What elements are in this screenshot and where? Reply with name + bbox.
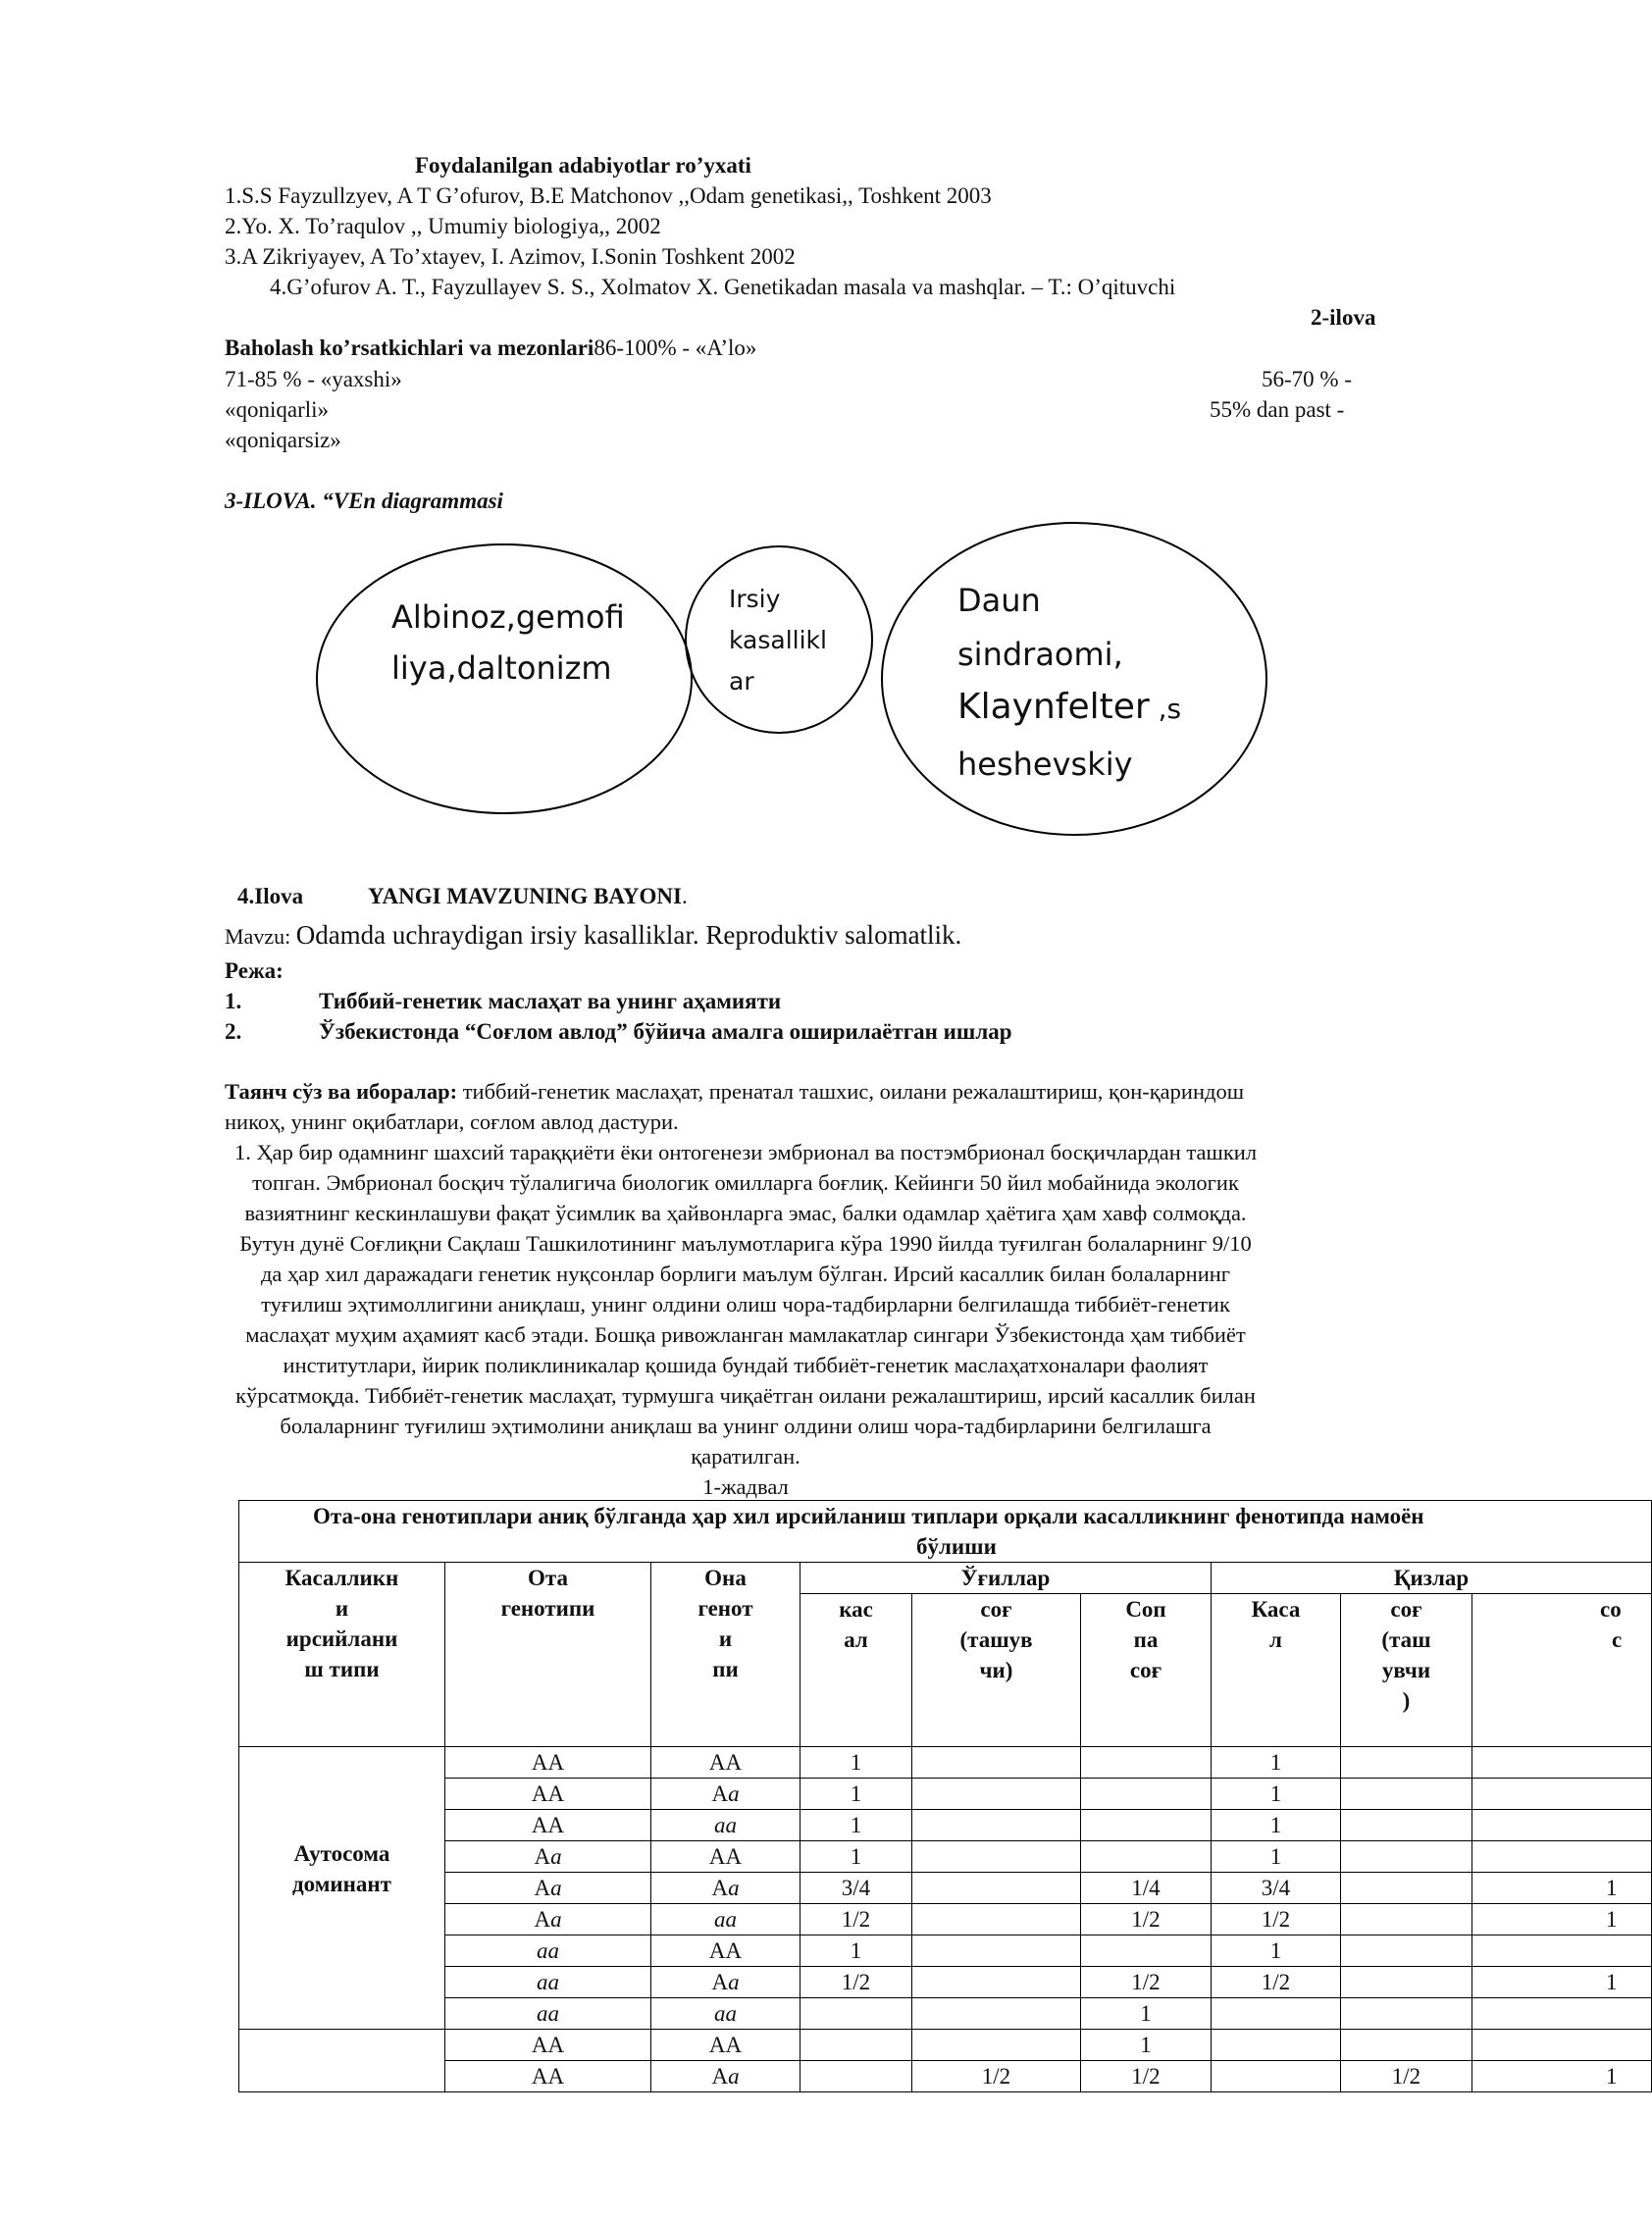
- cell-daughters-sick: 1: [1212, 1841, 1341, 1873]
- paragraph-line-3: вазиятнинг кескинлашуви фақат ўсимлик ва ҳайвонларга эмас, балки одамлар ҳаётига ҳам хавф солмоқда.: [244, 1201, 1247, 1225]
- cell-sons-carrier: [912, 1935, 1081, 1967]
- cell-mother: AA: [651, 1841, 800, 1873]
- cell-sons-sick: [800, 1998, 912, 2030]
- table-title-cell: [239, 1501, 1652, 1563]
- cell-daughters-healthy: [1472, 2030, 1652, 2061]
- header-daughters: Қизлар: [1212, 1563, 1652, 1594]
- cell-sons-healthy: 1: [1081, 2030, 1212, 2061]
- cell-father: aa: [445, 1998, 651, 2030]
- paragraph-line-10: болаларнинг туғилиш эҳтимолини аниқлаш ва унинг олдини олиш чора-тадбирларини белгилашга: [280, 1414, 1212, 1438]
- cell-father: aa: [445, 1935, 651, 1967]
- topic-line: [225, 922, 961, 949]
- cell-mother: aa: [651, 1904, 800, 1935]
- cell-mother: AA: [651, 1747, 800, 1779]
- criteria-title: Baholash ko’rsatkichlari va mezonlari: [225, 335, 594, 360]
- cell-father: AA: [445, 2030, 651, 2061]
- plan-item-2-text: Ўзбекистонда “Соғлом авлод” бўйича амалга оширилаётган ишлар: [319, 1019, 1012, 1044]
- cell-sons-sick: 1: [800, 1779, 912, 1810]
- appendix3-title: 3-ILOVA. “VEn diagrammasi: [225, 489, 503, 513]
- header-inheritance-type: Касалликн и ирсийлани ш типи: [239, 1563, 445, 1747]
- cell-mother: Aa: [651, 1779, 800, 1810]
- cell-sons-healthy: 1/4: [1081, 1873, 1212, 1904]
- group-next: [239, 2030, 445, 2092]
- keywords-label: Таянч сўз ва иборалар:: [225, 1079, 458, 1104]
- cell-sons-carrier: 1/2: [912, 2061, 1081, 2092]
- cell-sons-sick: 3/4: [800, 1873, 912, 1904]
- cell-sons-sick: [800, 2061, 912, 2092]
- cell-daughters-carrier: [1341, 1747, 1472, 1779]
- table-row: [239, 1967, 1652, 1998]
- reference-3: 3.A Zikriyayev, A To’xtayev, I. Azimov, I.Sonin Toshkent 2002: [225, 244, 796, 269]
- table-body: [239, 1747, 1652, 2092]
- cell-father: AA: [445, 2061, 651, 2092]
- venn-right-line4: heshevskiy: [957, 746, 1133, 783]
- table-row: [239, 1841, 1652, 1873]
- venn-right-big: Klaynfelter: [957, 687, 1150, 727]
- plan-item-1-text: Тиббий-генетик маслаҳат ва унинг аҳамияти: [319, 989, 782, 1013]
- cell-sons-healthy: [1081, 1747, 1212, 1779]
- table-row: [239, 1873, 1652, 1904]
- venn-right-circle: [882, 523, 1266, 835]
- cell-mother: AA: [651, 1935, 800, 1967]
- keywords-text-1: тиббий-генетик маслаҳат, пренатал ташхис, оилани режалаштириш, қон-қариндош: [457, 1079, 1245, 1104]
- cell-daughters-healthy: [1472, 1841, 1652, 1873]
- paragraph-line-5: да ҳар хил даражадаги генетик нуқсонлар борлиги маълум бўлган. Ирсий касаллик билан болаларнинг: [260, 1262, 1231, 1286]
- cell-sons-sick: 1/2: [800, 1904, 912, 1935]
- header-daughters-sick: Каса л: [1212, 1594, 1341, 1747]
- cell-sons-healthy: 1/2: [1081, 1967, 1212, 1998]
- header-father-genotype: Ота генотипи: [445, 1563, 651, 1747]
- venn-center-line2: kasallikl: [729, 626, 827, 654]
- paragraph-line-8: институтлари, йирик поликлиникалар қошида бундай тиббиёт-генетик маслаҳатхоналари фаолият: [283, 1353, 1209, 1377]
- cell-daughters-carrier: [1341, 1998, 1472, 2030]
- cell-mother: Aa: [651, 2061, 800, 2092]
- table-row: [239, 1904, 1652, 1935]
- venn-left-line1: Albinoz,gemofi: [391, 598, 625, 636]
- cell-sons-sick: [800, 2030, 912, 2061]
- cell-father: AA: [445, 1779, 651, 1810]
- cell-mother: Aa: [651, 1967, 800, 1998]
- paragraph-line-2: топган. Эмбрионал босқич тўлалигича биологик омилларга боғлиқ. Кейинги 50 йил мобайнида экологик: [252, 1170, 1239, 1195]
- cell-daughters-healthy: 1: [1472, 1873, 1652, 1904]
- venn-right-line3: [957, 687, 1181, 727]
- venn-left-line2: liya,daltonizm: [391, 649, 612, 687]
- cell-daughters-carrier: [1341, 1779, 1472, 1810]
- cell-daughters-sick: 3/4: [1212, 1873, 1341, 1904]
- appendix4-number: 4.Ilova: [237, 884, 304, 908]
- cell-father: AA: [445, 1747, 651, 1779]
- venn-center-line3: ar: [729, 667, 754, 696]
- cell-sons-sick: 1/2: [800, 1967, 912, 1998]
- paragraph-line-1: 1. Ҳар бир одамнинг шахсий тараққиёти ёки онтогенези эмбрионал ва постэмбрионал босқичлардан ташкил: [233, 1140, 1258, 1164]
- cell-father: Aa: [445, 1904, 651, 1935]
- cell-sons-sick: 1: [800, 1747, 912, 1779]
- cell-sons-healthy: 1: [1081, 1998, 1212, 2030]
- table-caption: 1-жадвал: [702, 1474, 789, 1499]
- cell-daughters-carrier: [1341, 1873, 1472, 1904]
- cell-mother: aa: [651, 1810, 800, 1841]
- cell-daughters-sick: 1: [1212, 1747, 1341, 1779]
- header-sons: Ўғиллар: [800, 1563, 1212, 1594]
- plan-item-2-num: 2.: [225, 1019, 242, 1044]
- venn-right-small: ,s: [1149, 693, 1182, 725]
- venn-right-line1: Daun: [957, 582, 1041, 619]
- cell-daughters-sick: [1212, 2030, 1341, 2061]
- cell-daughters-healthy: 1: [1472, 1967, 1652, 1998]
- appendix4-title-dot: .: [681, 884, 688, 908]
- paragraph-line-6: туғилиш эҳтимоллигини аниқлаш, унинг олдини олиш чора-тадбирларни белгилашда тиббиёт-генетик: [261, 1292, 1230, 1316]
- cell-sons-carrier: [912, 1841, 1081, 1873]
- cell-daughters-carrier: [1341, 1967, 1472, 1998]
- cell-daughters-carrier: [1341, 2030, 1472, 2061]
- cell-daughters-sick: 1: [1212, 1779, 1341, 1810]
- grade-satisfactory-label: «qoniqarli»: [225, 397, 330, 422]
- header-mother-genotype: Она генот и пи: [651, 1563, 800, 1747]
- appendix4-title: YANGI MAVZUNING BAYONI: [368, 884, 682, 908]
- cell-daughters-healthy: [1472, 1810, 1652, 1841]
- table-row: [239, 2030, 1652, 2061]
- cell-daughters-healthy: 1: [1472, 2061, 1652, 2092]
- cell-daughters-carrier: [1341, 1841, 1472, 1873]
- references-title: Foydalanilgan adabiyotlar ro’yxati: [415, 153, 751, 178]
- criteria-line: [225, 336, 756, 359]
- cell-father: aa: [445, 1967, 651, 1998]
- grade-good: 71-85 % - «yaxshi»: [225, 367, 402, 391]
- cell-sons-carrier: [912, 2030, 1081, 2061]
- cell-sons-carrier: [912, 1998, 1081, 2030]
- cell-daughters-carrier: [1341, 1810, 1472, 1841]
- topic-label: Mavzu:: [225, 924, 296, 949]
- cell-daughters-healthy: 1: [1472, 1904, 1652, 1935]
- cell-daughters-sick: [1212, 1998, 1341, 2030]
- cell-daughters-healthy: [1472, 1747, 1652, 1779]
- cell-father: AA: [445, 1810, 651, 1841]
- paragraph-line-9: кўрсатмоқда. Тиббиёт-генетик маслаҳат, турмушга чиқаётган оилани режалаштириш, ирсий касаллик билан: [235, 1383, 1256, 1408]
- cell-sons-carrier: [912, 1904, 1081, 1935]
- cell-sons-healthy: 1/2: [1081, 2061, 1212, 2092]
- cell-daughters-sick: 1/2: [1212, 1967, 1341, 1998]
- cell-sons-sick: 1: [800, 1810, 912, 1841]
- appendix2-label: 2-ilova: [1311, 305, 1376, 330]
- cell-daughters-sick: [1212, 2061, 1341, 2092]
- cell-sons-healthy: [1081, 1810, 1212, 1841]
- table-row: [239, 1810, 1652, 1841]
- cell-daughters-carrier: 1/2: [1341, 2061, 1472, 2092]
- cell-sons-healthy: [1081, 1841, 1212, 1873]
- grade-excellent: 86-100% - «A’lo»: [594, 335, 757, 360]
- cell-sons-healthy: [1081, 1779, 1212, 1810]
- topic-text: Odamda uchraydigan irsiy kasalliklar. Reproduktiv salomatlik.: [295, 920, 962, 950]
- venn-center-line1: Irsiy: [729, 585, 781, 613]
- grade-satisfactory-range: 56-70 % -: [1262, 367, 1352, 391]
- cell-mother: Aa: [651, 1873, 800, 1904]
- cell-sons-carrier: [912, 1747, 1081, 1779]
- reference-1: 1.S.S Fayzullzyev, A T G’ofurov, B.E Matchonov ,,Odam genetikasi,, Toshkent 2003: [225, 183, 992, 208]
- reference-2: 2.Yo. X. To’raqulov ,, Umumiy biologiya,, 2002: [225, 214, 661, 238]
- cell-father: Aa: [445, 1873, 651, 1904]
- table-row: [239, 1747, 1652, 1779]
- cell-sons-healthy: [1081, 1935, 1212, 1967]
- table-row: [239, 1935, 1652, 1967]
- table-title-line2: бўлиши: [916, 1534, 997, 1559]
- table-row: [239, 1779, 1652, 1810]
- cell-mother: aa: [651, 1998, 800, 2030]
- cell-daughters-sick: 1: [1212, 1935, 1341, 1967]
- header-sons-carrier: соғ (ташув чи): [912, 1594, 1081, 1747]
- cell-daughters-healthy: [1472, 1779, 1652, 1810]
- header-sons-healthy: Соп па соғ: [1081, 1594, 1212, 1747]
- keywords-line2: никоҳ, унинг оқибатлари, соғлом авлод дастури.: [225, 1110, 679, 1134]
- cell-daughters-carrier: [1341, 1935, 1472, 1967]
- cell-sons-sick: 1: [800, 1935, 912, 1967]
- appendix4-title-line: [368, 885, 688, 907]
- cell-mother: AA: [651, 2030, 800, 2061]
- cell-sons-carrier: [912, 1810, 1081, 1841]
- cell-sons-carrier: [912, 1873, 1081, 1904]
- cell-sons-sick: 1: [800, 1841, 912, 1873]
- reference-4: 4.G’ofurov A. T., Fayzullayev S. S., Xolmatov X. Genetikadan masala va mashqlar. – T.: O’qituvchi: [270, 275, 1176, 299]
- grade-unsatisfactory-range: 55% dan past -: [1210, 397, 1345, 422]
- paragraph-line-4: Бутун дунё Соғлиқни Сақлаш Ташкилотининг маълумотларига кўра 1990 йилда туғилган болаларнинг 9/10: [239, 1231, 1252, 1256]
- plan-item-1-num: 1.: [225, 989, 242, 1013]
- cell-daughters-sick: 1/2: [1212, 1904, 1341, 1935]
- genotype-table: [238, 1500, 1652, 2092]
- header-sons-sick: кас ал: [800, 1594, 912, 1747]
- cell-sons-healthy: 1/2: [1081, 1904, 1212, 1935]
- cell-daughters-carrier: [1341, 1904, 1472, 1935]
- cell-sons-carrier: [912, 1967, 1081, 1998]
- venn-right-line2: sindraomi,: [957, 636, 1123, 673]
- genotype-table-wrap: [238, 1500, 1623, 2089]
- cell-daughters-healthy: [1472, 1935, 1652, 1967]
- cell-daughters-healthy: [1472, 1998, 1652, 2030]
- table-row: [239, 1998, 1652, 2030]
- paragraph-line-7: маслаҳат муҳим аҳамият касб этади. Бошқа ривожланган мамлакатлар сингари Ўзбекистонда ҳам тиббиёт: [245, 1322, 1246, 1347]
- table-row: [239, 2061, 1652, 2092]
- cell-father: Aa: [445, 1841, 651, 1873]
- plan-label: Режа:: [225, 958, 284, 983]
- header-daughters-carrier: соғ (таш увчи ): [1341, 1594, 1472, 1747]
- table-title-line1: Ота-она генотиплари аниқ бўлганда ҳар хил ирсийланиш типлари орқали касалликнинг фенотипда намоён: [313, 1504, 1424, 1528]
- grade-unsatisfactory-label: «qoniqarsiz»: [225, 428, 341, 452]
- cell-daughters-sick: 1: [1212, 1810, 1341, 1841]
- group-autosomal-dominant: Аутосома доминант: [239, 1747, 445, 2030]
- header-daughters-healthy: со с: [1472, 1594, 1652, 1747]
- keywords-line1: [225, 1081, 1244, 1104]
- paragraph-line-11: қаратилган.: [691, 1444, 800, 1469]
- cell-sons-carrier: [912, 1779, 1081, 1810]
